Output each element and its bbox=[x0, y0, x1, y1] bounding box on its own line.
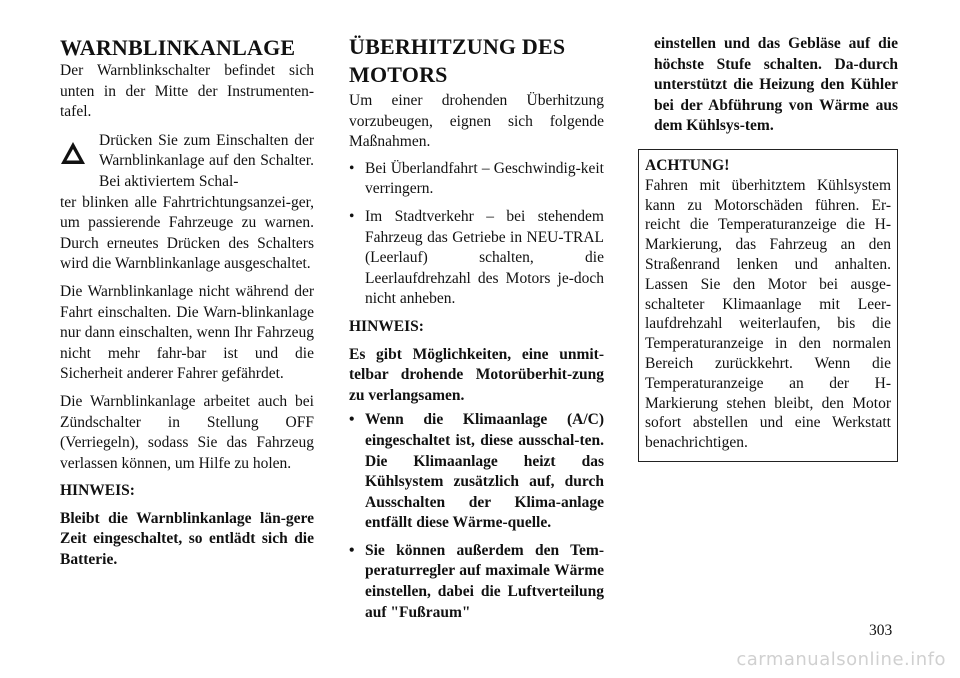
hazard-instruction: Drücken Sie zum Einschalten der Warnblinkanlage auf den Schalter. Bei aktiviertem Schal- bbox=[99, 131, 314, 190]
overheat-measures-list bbox=[349, 159, 604, 310]
hazard-warning-triangle-icon bbox=[60, 141, 86, 165]
hazard-icon-block bbox=[60, 131, 314, 193]
list-item: • Sie können außerdem den Tem-peraturregler auf maximale Wärme einstellen, dabei die Luftverteilung auf "Fußraum" bbox=[349, 541, 604, 621]
list-item: • Im Stadtverkehr – bei stehendem Fahrzeug das Getriebe in NEU-TRAL (Leerlauf) schalten, die Leerlaufdrehzahl des Motors je-doch nicht anheben. bbox=[349, 207, 604, 308]
hint-text: Es gibt Möglichkeiten, eine unmit-telbar drohende Motorüberhit-zung zu verlangsamen. bbox=[349, 345, 604, 404]
overheat-title-line-1: ÜBERHITZUNG DES bbox=[349, 34, 566, 59]
hint-label: HINWEIS: bbox=[349, 317, 424, 335]
watermark: carmanualsonline.info bbox=[736, 649, 946, 670]
hazard-para-2: Die Warnblinkanlage nicht während der Fahrt einschalten. Die Warn-blinkanlage nur dann einschalten, wenn Ihr Fahrzeug nicht mehr fahr-bar ist und die Sicherheit anderer Fahrer gefährdet. bbox=[60, 282, 314, 383]
hint-bullet-continuation: einstellen und das Gebläse auf die höchste Stufe schalten. Da-durch unterstützt die Heizung den Kühler bei der Abführung von Wärme aus dem Kühlsys-tem. bbox=[654, 35, 898, 135]
section-title-overheat bbox=[349, 33, 604, 89]
hint-bullets bbox=[349, 410, 604, 623]
caution-box bbox=[638, 149, 898, 462]
hazard-para-3: Die Warnblinkanlage arbeitet auch bei Zündschalter in Stellung OFF (Verriegeln), sodass Sie das Fahrzeug verlassen können, um Hilfe zu holen. bbox=[60, 392, 314, 472]
overheat-intro: Um einer drohenden Überhitzung vorzubeugen, eignen sich folgende Maßnahmen. bbox=[349, 92, 604, 151]
page-number: 303 bbox=[869, 622, 893, 639]
section-title-hazard: WARNBLINKANLAGE bbox=[60, 35, 296, 60]
hint-text: Bleibt die Warnblinkanlage län-gere Zeit eingeschaltet, so entlädt sich die Batterie. bbox=[60, 509, 314, 569]
hazard-instruction-cont: ter blinken alle Fahrtrichtungsanzei-ger, um passierende Fahrzeuge zu warnen. Durch erneutes Drücken des Schalters wird die Warnblinkanlage ausgeschaltet. bbox=[60, 193, 314, 273]
middle-column bbox=[349, 0, 604, 630]
caution-title: ACHTUNG! bbox=[645, 156, 730, 174]
hint-label: HINWEIS: bbox=[60, 482, 135, 500]
list-item: • Wenn die Klimaanlage (A/C) eingeschaltet ist, diese ausschal-ten. Die Klimaanlage heizt das Kühlsystem zusätzlich auf, durch Ausschalten der Klima-anlage entfällt diese Wärme-quelle. bbox=[349, 411, 604, 532]
left-column bbox=[60, 0, 314, 571]
right-column bbox=[638, 0, 898, 462]
caution-text: Fahren mit überhitztem Kühlsystem kann zu Motorschäden führen. Er-reicht die Temperaturanzeige die H-Markierung, das Fahrzeug an den Straßenrand lenken und anhalten. Lassen Sie den Motor bei ausge-schalteter Klimaanlage mit Leer-laufdrehzahl weiterlaufen, bis die Temperaturanzeige in den normalen Bereich zurückkehrt. Wenn die Temperaturanzeige an der H-Markierung stehen bleibt, den Motor sofort abstellen und eine Werkstatt benachrichtigen. bbox=[645, 176, 891, 452]
list-item: • Bei Überlandfahrt – Geschwindig-keit verringern. bbox=[349, 159, 604, 198]
overheat-title-line-2: MOTORS bbox=[349, 62, 448, 87]
hazard-intro: Der Warnblinkschalter befindet sich unten in der Mitte der Instrumenten-tafel. bbox=[60, 62, 314, 121]
